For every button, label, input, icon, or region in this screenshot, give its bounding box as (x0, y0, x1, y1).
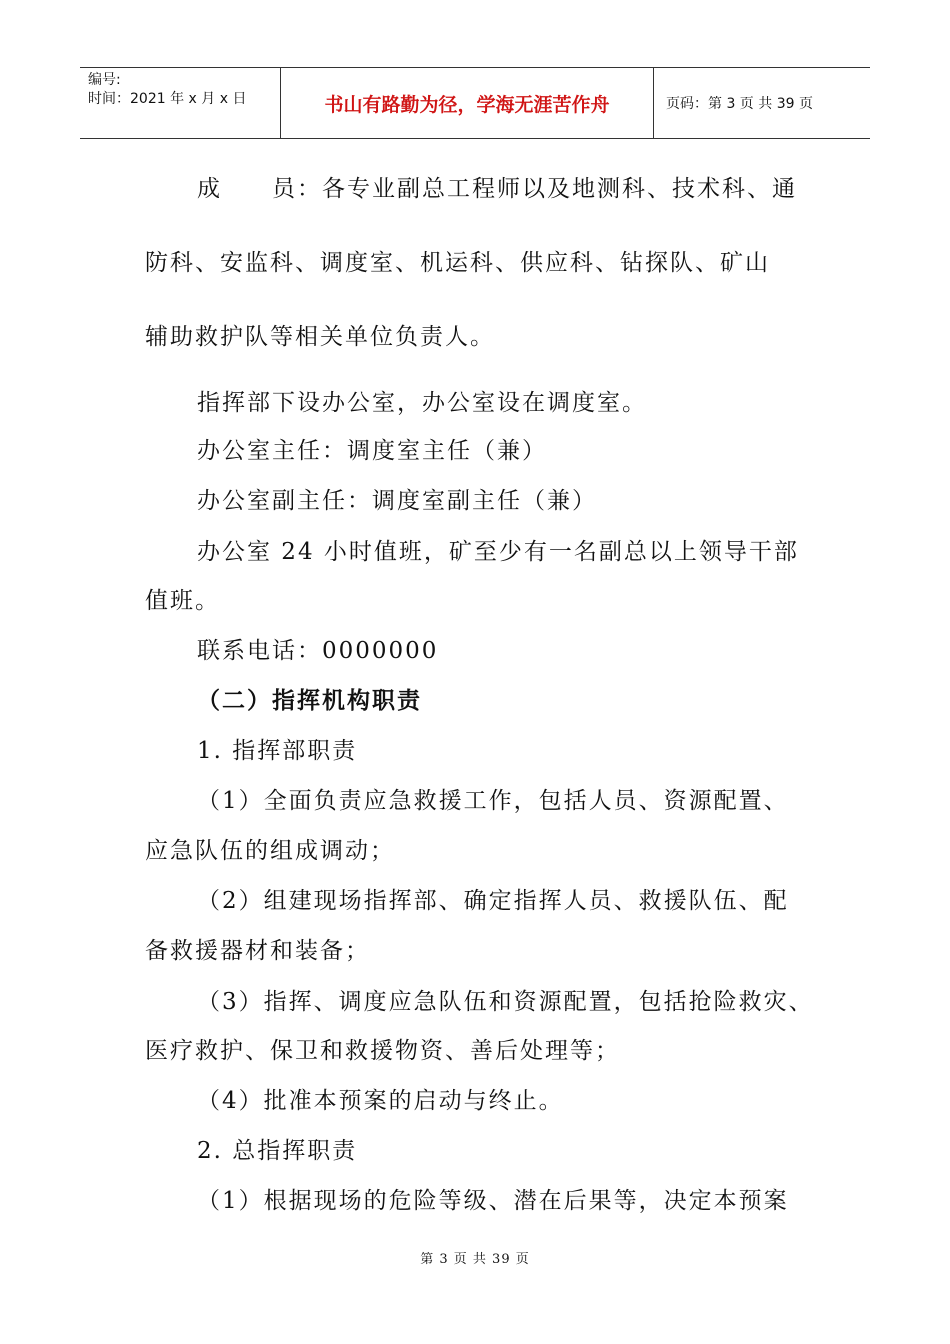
header-meta (80, 68, 281, 138)
paragraph-line: （4）批准本预案的启动与终止。 (197, 1088, 564, 1114)
header-page-info: 页码：第 3 页 共 39 页 (666, 96, 813, 112)
paragraph-line: 辅助救护队等相关单位负责人。 (145, 324, 495, 350)
paragraph-line: （2）组建现场指挥部、确定指挥人员、救援队伍、配 (197, 888, 789, 914)
paragraph-line: 成 员：各专业副总工程师以及地测科、技术科、通 (197, 176, 797, 202)
time-label: 时间：2021 年 x 月 x 日 (88, 91, 247, 107)
paragraph-line: 指挥部下设办公室，办公室设在调度室。 (197, 390, 647, 416)
subsection-heading: 1. 指挥部职责 (197, 738, 358, 764)
subsection-heading: 2. 总指挥职责 (197, 1138, 358, 1164)
paragraph-line: 值班。 (145, 588, 220, 614)
paragraph-line: 医疗救护、保卫和救援物资、善后处理等； (145, 1038, 620, 1064)
header-motto: 书山有路勤为径，学海无涯苦作舟 (281, 68, 654, 138)
paragraph-line: 备救援器材和装备； (145, 938, 370, 964)
paragraph-line: （3）指挥、调度应急队伍和资源配置，包括抢险救灾、 (197, 989, 814, 1015)
page-footer: 第 3 页 共 39 页 (420, 1252, 530, 1267)
paragraph-line: 防科、安监科、调度室、机运科、供应科、钻探队、矿山 (145, 250, 770, 276)
page-header (80, 67, 870, 139)
paragraph-line: （1）全面负责应急救援工作，包括人员、资源配置、 (197, 788, 789, 814)
section-heading: （二）指挥机构职责 (197, 688, 422, 714)
paragraph-line: 联系电话：0000000 (197, 638, 439, 664)
paragraph-line: 办公室 24 小时值班，矿至少有一名副总以上领导干部 (197, 539, 799, 565)
paragraph-line: 办公室副主任：调度室副主任（兼） (197, 488, 597, 514)
paragraph-line: （1）根据现场的危险等级、潜在后果等，决定本预案 (197, 1188, 789, 1214)
paragraph-line: 应急队伍的组成调动； (145, 838, 395, 864)
paragraph-line: 办公室主任：调度室主任（兼） (197, 438, 547, 464)
number-label: 编号: (88, 72, 121, 88)
